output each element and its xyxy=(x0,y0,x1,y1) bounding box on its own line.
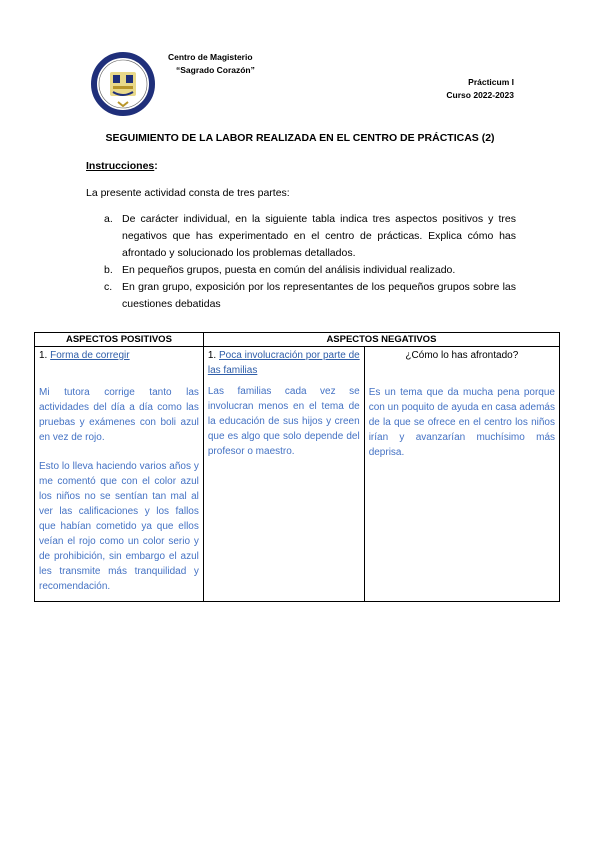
coping-header: ¿Cómo lo has afrontado? xyxy=(405,350,519,361)
seal-band xyxy=(113,86,133,89)
positive-title: Forma de corregir xyxy=(50,350,130,361)
header-positive: ASPECTOS POSITIVOS xyxy=(35,333,204,347)
course-info-block xyxy=(446,76,514,102)
table-header-row xyxy=(35,333,560,347)
coping-cell xyxy=(364,347,559,602)
instruction-step xyxy=(104,211,516,262)
school-subname: “Sagrado Corazón” xyxy=(176,65,255,75)
school-name: Centro de Magisterio xyxy=(168,52,253,62)
instruction-step xyxy=(104,279,516,313)
negative-text: Las familias cada vez se involucran menos en el tema de la educación de sus hijos y creen que es algo que solo depende del profesor o maestro. xyxy=(207,386,360,457)
negative-number: 1. xyxy=(207,350,217,361)
table-row xyxy=(35,347,560,602)
instructions-intro: La presente actividad consta de tres partes: xyxy=(86,187,290,199)
instructions-heading xyxy=(86,160,158,172)
school-seal-logo xyxy=(91,52,155,116)
negative-title: Poca involucración por parte de las familias xyxy=(207,350,360,376)
page-title: SEGUIMIENTO DE LA LABOR REALIZADA EN EL CENTRO DE PRÁCTICAS (2) xyxy=(105,132,495,144)
positive-paragraph-2: Esto lo lleva haciendo varios años y me comentó que con el color azul los niños no se sentían tan mal al ver las calificaciones y los fallos que habían cometido ya que ellos veían el rojo como un color serio y de prohibición, sin embargo el azul les transmite más tranquilidad y recomendación. xyxy=(39,461,199,592)
header-negative: ASPECTOS NEGATIVOS xyxy=(203,333,559,347)
negative-cell xyxy=(203,347,364,602)
course-name: Prácticum I xyxy=(468,77,514,87)
instructions-steps xyxy=(104,211,516,313)
step-text: En pequeños grupos, puesta en común del análisis individual realizado. xyxy=(122,264,456,276)
positive-number: 1. xyxy=(39,350,48,361)
step-marker: b. xyxy=(104,264,113,276)
positive-cell xyxy=(35,347,204,602)
instructions-heading-text: Instrucciones xyxy=(86,160,155,172)
aspects-table xyxy=(34,332,560,602)
step-marker: a. xyxy=(104,213,113,225)
instruction-step xyxy=(104,262,516,279)
step-marker: c. xyxy=(104,281,113,293)
negative-title-line xyxy=(208,348,360,378)
coping-text: Es un tema que da mucha pena porque con un poquito de ayuda en casa además de la que se ofrece en el centro los niños irían y avanzarían muchísimo más deprisa. xyxy=(368,387,555,458)
positive-paragraph-1: Mi tutora corrige tanto las actividades del día a día como las pruebas y exámenes con boli azul en vez de rojo. xyxy=(39,387,199,443)
positive-title-line xyxy=(39,348,199,363)
course-year: Curso 2022-2023 xyxy=(446,90,514,100)
step-text: De carácter individual, en la siguiente tabla indica tres aspectos positivos y tres negativos que has experimentado en el centro de prácticas. Explica cómo has afrontado y solucionado los problemas detallados. xyxy=(122,213,516,259)
step-text: En gran grupo, exposición por los representantes de los pequeños grupos sobre las cuestiones debatidas xyxy=(122,281,516,310)
instructions-heading-colon: : xyxy=(154,160,158,172)
school-name-block xyxy=(168,51,255,77)
